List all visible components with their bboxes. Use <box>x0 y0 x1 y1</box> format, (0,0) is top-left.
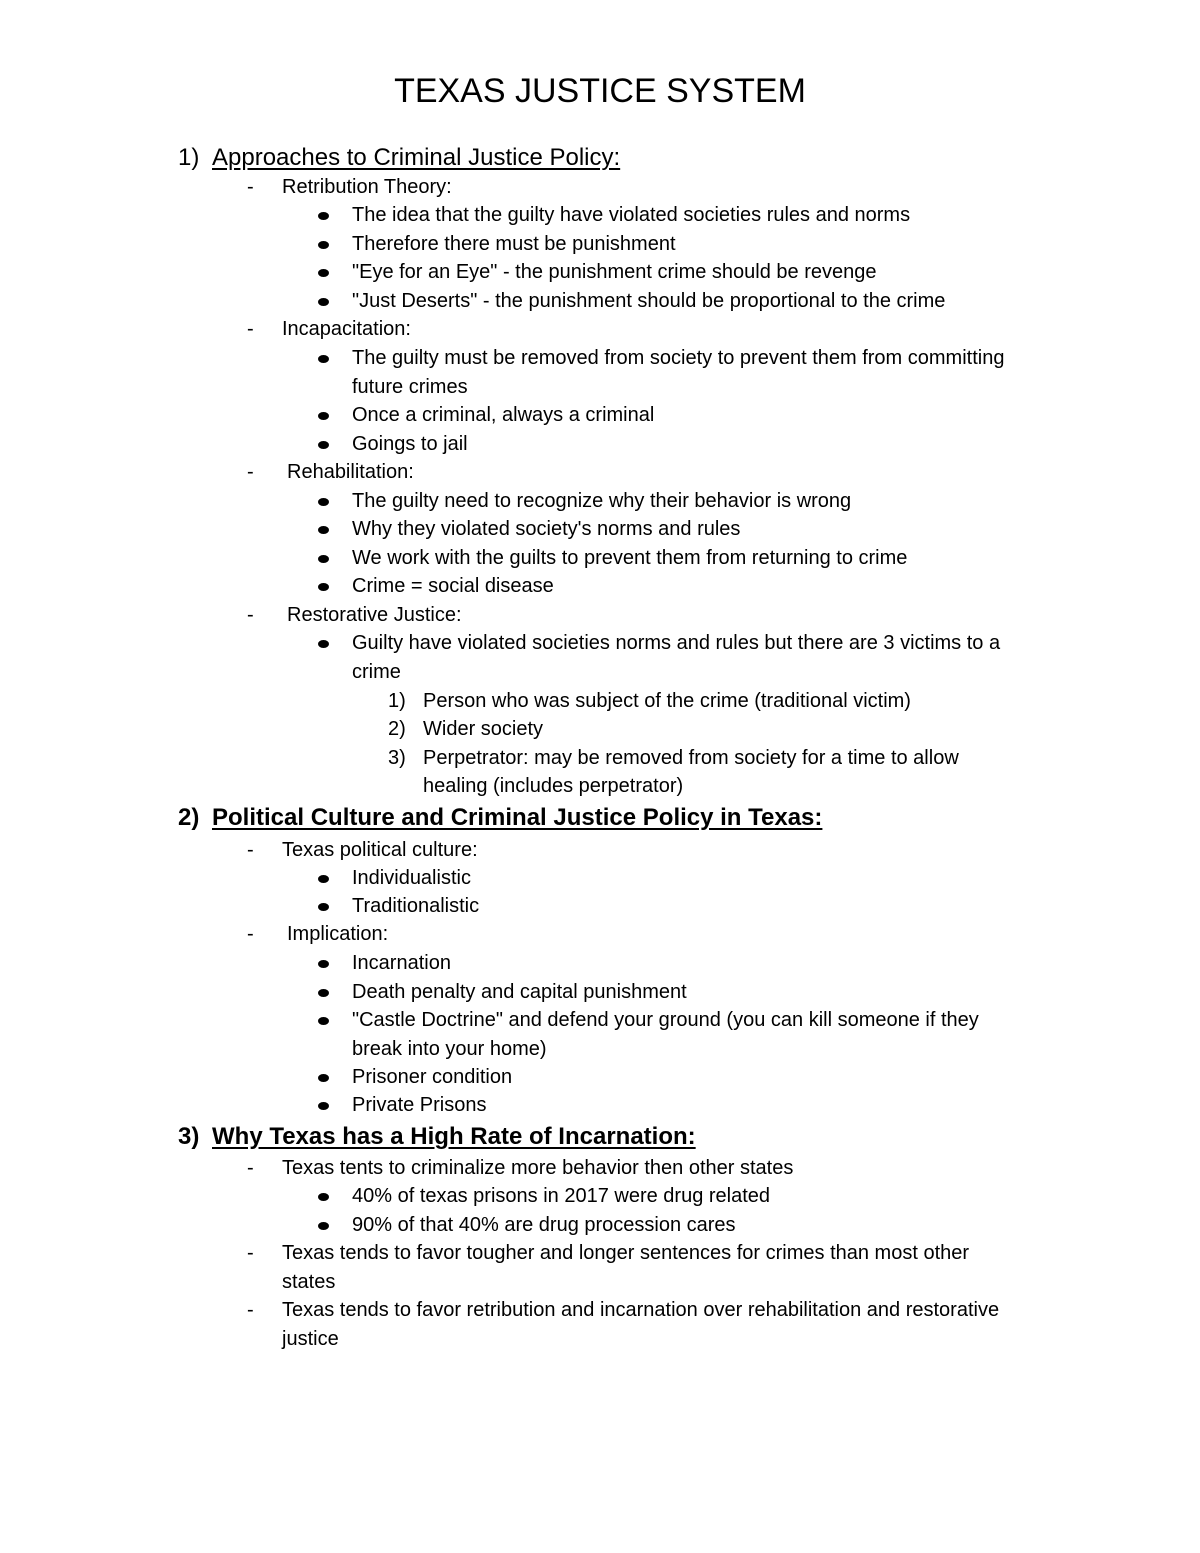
bullet-text: Why they violated society's norms and rules <box>352 518 741 540</box>
bullet-dot <box>318 212 329 220</box>
bullet-continuation: crime <box>352 661 401 683</box>
section-title: Political Culture and Criminal Justice Policy in Texas: <box>212 804 823 831</box>
bullet-text: We work with the guilts to prevent them from returning to crime <box>352 547 908 569</box>
item-continuation: states <box>282 1271 336 1293</box>
section-3-heading <box>178 1120 696 1154</box>
item-label: Implication: <box>287 923 389 945</box>
item-label: Texas tents to criminalize more behavior then other states <box>282 1157 794 1179</box>
item-label: Rehabilitation: <box>287 461 414 483</box>
section-2-heading <box>178 801 822 835</box>
section-number: 2) <box>178 804 200 831</box>
section-1-heading <box>178 141 620 175</box>
bullet-dot <box>318 298 329 306</box>
bullet-dot <box>318 875 329 883</box>
bullet-text: The guilty need to recognize why their behavior is wrong <box>352 490 852 512</box>
dash-marker: - <box>247 604 254 626</box>
dash-marker: - <box>247 1299 254 1321</box>
bullet-text: Crime = social disease <box>352 575 554 597</box>
bullet-text: Incarnation <box>352 952 451 974</box>
bullet-text: "Castle Doctrine" and defend your ground (you can kill someone if they <box>352 1009 979 1031</box>
bullet-text: Guilty have violated societies norms and rules but there are 3 victims to a <box>352 632 1001 654</box>
bullet-dot <box>318 412 329 420</box>
bullet-dot <box>318 1074 329 1082</box>
bullet-dot <box>318 960 329 968</box>
bullet-text: 40% of texas prisons in 2017 were drug related <box>352 1185 771 1207</box>
bullet-dot <box>318 1102 329 1110</box>
bullet-dot <box>318 241 329 249</box>
bullet-text: Prisoner condition <box>352 1066 513 1088</box>
bullet-text: Individualistic <box>352 867 471 889</box>
bullet-continuation: future crimes <box>352 376 468 398</box>
bullet-dot <box>318 555 329 563</box>
numbered-marker: 2) <box>388 718 406 740</box>
numbered-text: Person who was subject of the crime (traditional victim) <box>423 690 911 712</box>
bullet-text: "Just Deserts" - the punishment should be proportional to the crime <box>352 290 946 312</box>
bullet-dot <box>318 1222 329 1230</box>
numbered-continuation: healing (includes perpetrator) <box>423 775 684 797</box>
bullet-dot <box>318 498 329 506</box>
item-label: Retribution Theory: <box>282 176 452 198</box>
section-title: Approaches to Criminal Justice Policy: <box>212 144 621 171</box>
bullet-continuation: break into your home) <box>352 1038 547 1060</box>
section-number: 1) <box>178 144 200 171</box>
numbered-marker: 1) <box>388 690 406 712</box>
bullet-dot <box>318 1017 329 1025</box>
bullet-text: Traditionalistic <box>352 895 480 917</box>
section-number: 3) <box>178 1123 200 1150</box>
bullet-dot <box>318 269 329 277</box>
item-label: Texas tends to favor retribution and incarnation over rehabilitation and restorative <box>282 1299 1000 1321</box>
dash-marker: - <box>247 1157 254 1179</box>
bullet-text: Therefore there must be punishment <box>352 233 676 255</box>
dash-marker: - <box>247 461 254 483</box>
section-title: Why Texas has a High Rate of Incarnation: <box>212 1123 696 1150</box>
item-continuation: justice <box>282 1328 339 1350</box>
bullet-dot <box>318 640 329 648</box>
dash-marker: - <box>247 923 254 945</box>
bullet-text: The guilty must be removed from society to prevent them from committing <box>352 347 1005 369</box>
bullet-dot <box>318 1193 329 1201</box>
item-label: Restorative Justice: <box>287 604 462 626</box>
bullet-text: Goings to jail <box>352 433 468 455</box>
item-label: Texas political culture: <box>282 839 478 861</box>
bullet-dot <box>318 526 329 534</box>
bullet-dot <box>318 989 329 997</box>
numbered-text: Perpetrator: may be removed from society for a time to allow <box>423 747 959 769</box>
bullet-dot <box>318 441 329 449</box>
dash-marker: - <box>247 1242 254 1264</box>
bullet-text: Once a criminal, always a criminal <box>352 404 655 426</box>
dash-marker: - <box>247 176 254 198</box>
item-label: Incapacitation: <box>282 318 411 340</box>
bullet-dot <box>318 583 329 591</box>
item-label: Texas tends to favor tougher and longer sentences for crimes than most other <box>282 1242 970 1264</box>
page-title: TEXAS JUSTICE SYSTEM <box>394 72 806 110</box>
bullet-text: 90% of that 40% are drug procession cares <box>352 1214 736 1236</box>
numbered-marker: 3) <box>388 747 406 769</box>
bullet-text: "Eye for an Eye" - the punishment crime should be revenge <box>352 261 877 283</box>
bullet-dot <box>318 355 329 363</box>
dash-marker: - <box>247 839 254 861</box>
bullet-text: The idea that the guilty have violated societies rules and norms <box>352 204 911 226</box>
bullet-text: Death penalty and capital punishment <box>352 981 687 1003</box>
bullet-text: Private Prisons <box>352 1094 487 1116</box>
dash-marker: - <box>247 318 254 340</box>
numbered-text: Wider society <box>423 718 544 740</box>
bullet-dot <box>318 903 329 911</box>
